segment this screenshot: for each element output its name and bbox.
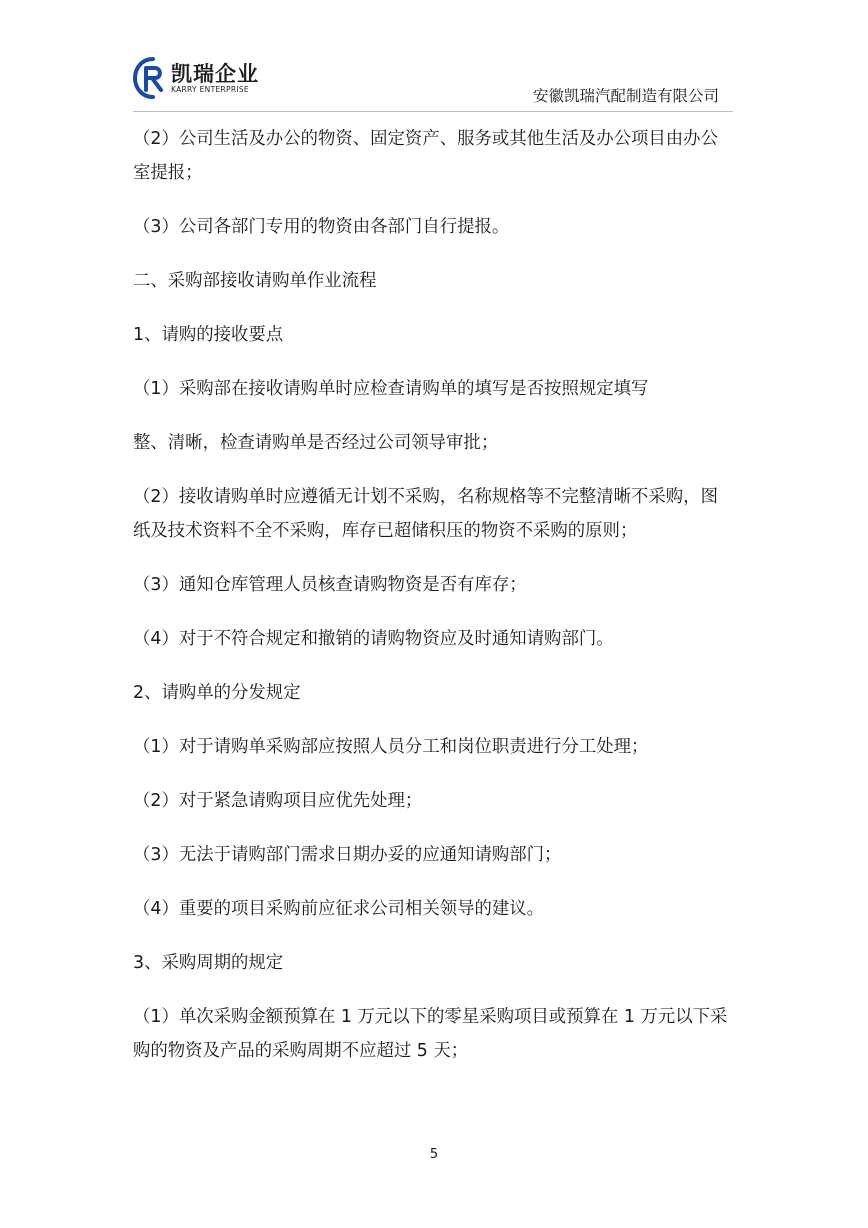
subsection-heading: 1、请购的接收要点 (133, 325, 284, 345)
paragraph: （3）无法于请购部门需求日期办妥的应通知请购部门； (133, 845, 562, 865)
paragraph: 整、清晰，检查请购单是否经过公司领导审批； (133, 433, 499, 453)
paragraph: （2）对于紧急请购项目应优先处理； (133, 791, 423, 811)
paragraph: （1）单次采购金额预算在 1 万元以下的零星采购项目或预算在 1 万元以下采购的物资及产品的采购周期不应超过 5 天； (133, 1007, 728, 1061)
subsection-heading: 2、请购单的分发规定 (133, 683, 301, 703)
paragraph: （4）重要的项目采购前应征求公司相关领导的建议。 (133, 899, 545, 919)
page-number: 5 (429, 1147, 439, 1162)
document-body (133, 122, 735, 1068)
header-divider (133, 111, 733, 112)
paragraph: （2）接收请购单时应遵循无计划不采购，名称规格等不完整清晰不采购，图纸及技术资料不全不采购，库存已超储积压的物资不采购的原则； (133, 487, 718, 541)
company-name: 安徽凯瑞汽配制造有限公司 (532, 87, 719, 105)
company-logo (133, 56, 259, 102)
paragraph: （1）对于请购单采购部应按照人员分工和岗位职责进行分工处理； (133, 737, 649, 757)
paragraph: （1）采购部在接收请购单时应检查请购单的填写是否按照规定填写 (133, 379, 649, 399)
paragraph: （4）对于不符合规定和撤销的请购物资应及时通知请购部门。 (133, 629, 614, 649)
karry-logo-icon (133, 56, 167, 100)
logo-chinese-name: 凯瑞企业 (171, 62, 259, 86)
paragraph: （3）公司各部门专用的物资由各部门自行提报。 (133, 217, 510, 237)
subsection-heading: 3、采购周期的规定 (133, 953, 284, 973)
logo-english-name: KARRY ENTERPRISE (171, 85, 249, 94)
paragraph: （3）通知仓库管理人员核查请购物资是否有库存； (133, 575, 527, 595)
page-header (0, 0, 868, 115)
section-heading: 二、采购部接收请购单作业流程 (133, 271, 377, 291)
paragraph: （2）公司生活及办公的物资、固定资产、服务或其他生活及办公项目由办公室提报； (133, 129, 718, 183)
